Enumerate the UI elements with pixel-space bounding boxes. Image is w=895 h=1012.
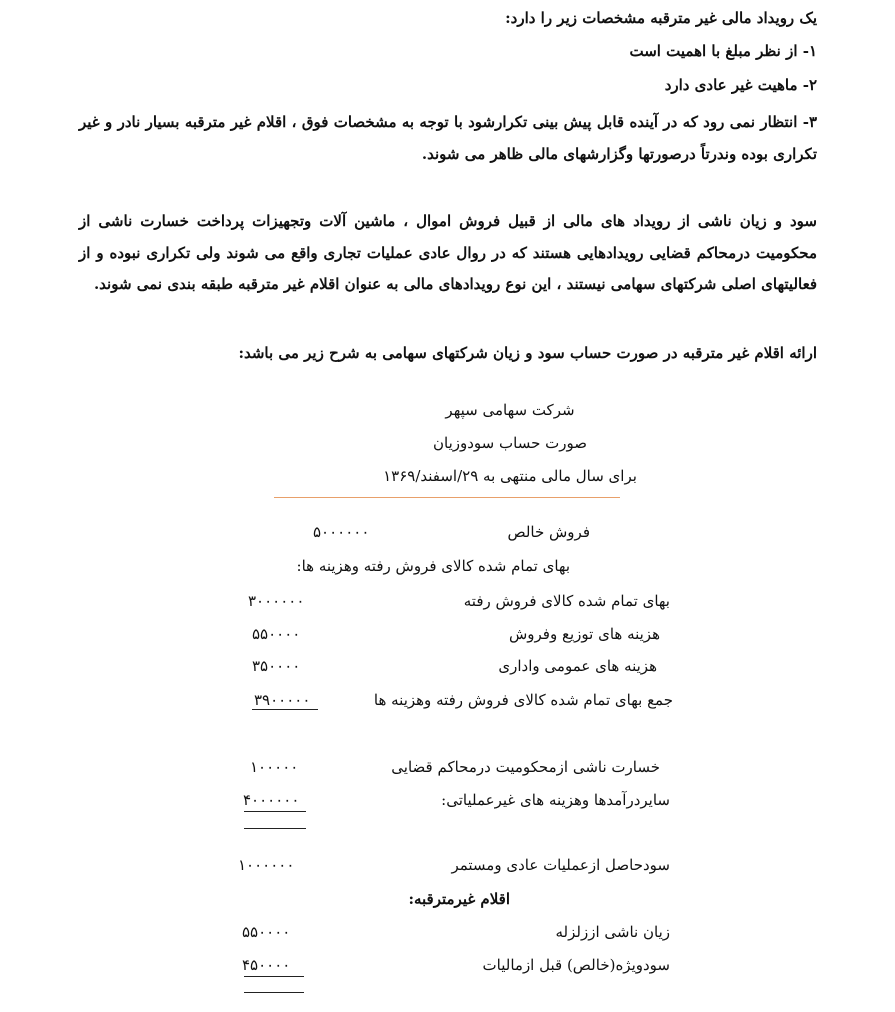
list-item-2: ۲- ماهیت غیر عادی دارد bbox=[664, 76, 817, 94]
statement-intro: ارائه اقلام غیر مترقبه در صورت حساب سود و زیان شرکتهای سهامی به شرح زیر می باشد: bbox=[238, 344, 817, 362]
non-operating-label: سایردرآمدها وهزینه های غیرعملیاتی: bbox=[441, 791, 670, 809]
list-item-1: ۱- از نظر مبلغ با اهمیت است bbox=[629, 42, 817, 60]
non-operating-underline-2 bbox=[244, 828, 306, 829]
cogs-amount: ۳۰۰۰۰۰۰ bbox=[248, 592, 305, 610]
lawsuit-loss-label: خسارت ناشی ازمحکومیت درمحاکم قضایی bbox=[391, 758, 660, 776]
total-costs-underline bbox=[252, 709, 318, 710]
company-name: شرکت سهامی سپهر bbox=[445, 401, 575, 419]
ordinary-profit-label: سودحاصل ازعملیات عادی ومستمر bbox=[451, 856, 670, 874]
extraordinary-header: اقلام غیرمترقبه: bbox=[408, 890, 510, 908]
selling-expenses-label: هزینه های توزیع وفروش bbox=[508, 625, 660, 643]
net-profit-label: سودویژه(خالص) قبل ازمالیات bbox=[482, 956, 670, 974]
statement-title: صورت حساب سودوزیان bbox=[433, 434, 587, 452]
net-profit-underline-1 bbox=[244, 976, 304, 977]
earthquake-loss-amount: ۵۵۰۰۰۰ bbox=[242, 923, 291, 941]
intro-line: یک رویداد مالی غیر مترقبه مشخصات زیر را دارد: bbox=[505, 9, 817, 27]
non-operating-amount: ۴۰۰۰۰۰۰ bbox=[243, 791, 300, 809]
body-paragraph: سود و زیان ناشی از رویداد های مالی از قبیل فروش اموال ، ماشین آلات وتجهیزات پرداخت خسارت ناشی از محکومیت درمحاکم قضایی رویدادهایی هستند که در روال عادی عملیات تجاری واقع می شوند ولی تکراری نبوده و از فعالیتهای اصلی شرکتهای سهامی نیستند ، این نوع رویدادهای مالی به عنوان اقلام غیر مترقبه طبقه بندی نمی شوند. bbox=[79, 212, 817, 293]
net-profit-underline-2 bbox=[244, 992, 304, 993]
ordinary-profit-amount: ۱۰۰۰۰۰۰ bbox=[238, 856, 295, 874]
net-sales-label: فروش خالص bbox=[507, 523, 590, 541]
selling-expenses-amount: ۵۵۰۰۰۰ bbox=[252, 625, 301, 643]
list-item-3: ۳- انتظار نمی رود که در آینده قابل پیش بینی تکرارشود با توجه به مشخصات فوق ، اقلام غیر مترقبه بسیار نادر و غیر تکراری بوده وندرتاً درصورتها وگزارشهای مالی ظاهر می شوند. bbox=[79, 113, 817, 163]
total-costs-label: جمع بهای تمام شده کالای فروش رفته وهزینه ها bbox=[373, 691, 673, 709]
total-costs-amount: ۳۹۰۰۰۰۰ bbox=[254, 691, 311, 709]
cogs-label: بهای تمام شده کالای فروش رفته bbox=[463, 592, 670, 610]
admin-expenses-amount: ۳۵۰۰۰۰ bbox=[252, 657, 301, 675]
net-sales-amount: ۵۰۰۰۰۰۰ bbox=[313, 523, 370, 541]
header-divider bbox=[274, 497, 620, 498]
net-profit-amount: ۴۵۰۰۰۰ bbox=[242, 956, 291, 974]
non-operating-underline-1 bbox=[244, 811, 306, 812]
costs-header: بهای تمام شده کالای فروش رفته وهزینه ها: bbox=[296, 557, 570, 575]
admin-expenses-label: هزینه های عمومی واداری bbox=[498, 657, 657, 675]
earthquake-loss-label: زیان ناشی اززلزله bbox=[555, 923, 670, 941]
statement-period: برای سال مالی منتهی به ۲۹/اسفند/۱۳۶۹ bbox=[383, 467, 637, 485]
lawsuit-loss-amount: ۱۰۰۰۰۰ bbox=[250, 758, 299, 776]
